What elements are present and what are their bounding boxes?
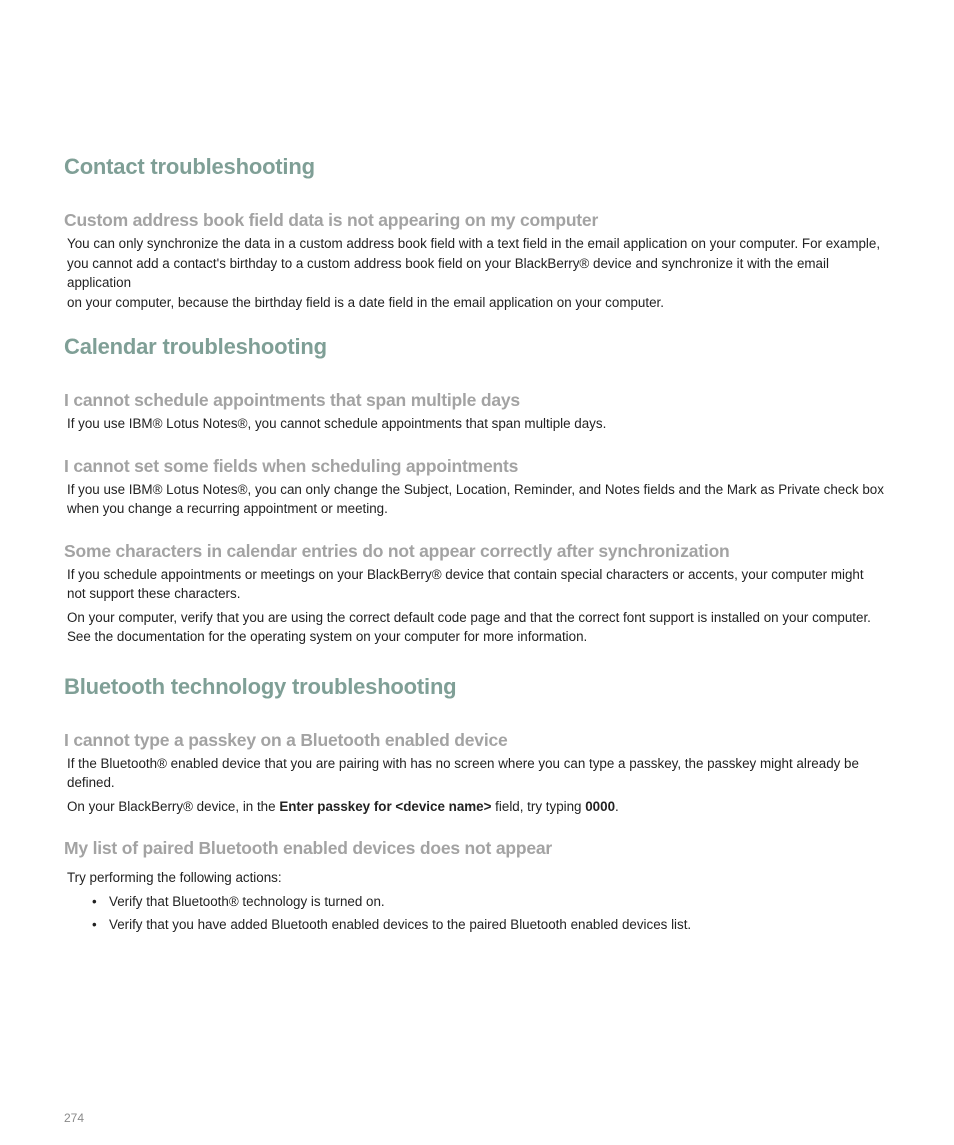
heading-passkey: I cannot type a passkey on a Bluetooth enabled device <box>64 729 508 750</box>
text-line: On your computer, verify that you are using the correct default code page and that the correct font support is installed on your computer. <box>67 609 871 625</box>
text-line: See the documentation for the operating system on your computer for more information. <box>67 629 588 644</box>
text-line: If you schedule appointments or meetings on your BlackBerry® device that contain special characters or accents, your computer might <box>67 566 864 582</box>
list-item <box>64 915 892 935</box>
passkey-code: 0000 <box>585 798 616 814</box>
text-line: on your computer, because the birthday field is a date field in the email application on your computer. <box>67 294 664 310</box>
text-line: when you change a recurring appointment or meeting. <box>67 501 388 516</box>
text-line: not support these characters. <box>67 586 241 601</box>
heading-characters: Some characters in calendar entries do not appear correctly after synchronization <box>64 540 730 561</box>
paragraph-characters-2 <box>64 608 892 647</box>
paragraph-fields <box>64 480 892 519</box>
section-title-bluetooth: Bluetooth technology troubleshooting <box>64 673 457 699</box>
bullet: • <box>92 893 97 909</box>
text-line: If you use IBM® Lotus Notes®, you can only change the Subject, Location, Reminder, and Notes fields and the Mark as Private check box <box>67 481 884 497</box>
bullet: • <box>92 917 97 932</box>
list-item <box>64 892 892 912</box>
text-segment: field, try typing <box>491 798 586 814</box>
list-item-text: Verify that Bluetooth® technology is turned on. <box>109 893 385 909</box>
text-segment: . <box>615 798 619 814</box>
paragraph-passkey-2 <box>64 797 892 817</box>
action-list <box>64 892 892 935</box>
text-line: you cannot add a contact's birthday to a custom address book field on your BlackBerry® device and synchronize it with the email application <box>67 255 829 290</box>
section-title-calendar: Calendar troubleshooting <box>64 334 327 359</box>
field-name-passkey: Enter passkey for <device name> <box>279 798 492 814</box>
paragraph-characters-1 <box>64 565 892 604</box>
text-line: You can only synchronize the data in a custom address book field with a text field in the email application on your computer. For example, <box>67 236 881 251</box>
text-line: defined. <box>67 775 115 790</box>
document-page <box>64 150 892 935</box>
section-title-contact: Contact troubleshooting <box>64 154 315 179</box>
text-line: If the Bluetooth® enabled device that you are pairing with has no screen where you can type a passkey, the passkey might already be <box>67 755 859 771</box>
paragraph-paired-intro: Try performing the following actions: <box>67 870 282 885</box>
heading-custom-field: Custom address book field data is not appearing on my computer <box>64 210 599 230</box>
heading-paired-list: My list of paired Bluetooth enabled devices does not appear <box>64 838 553 858</box>
paragraph-custom-field <box>64 234 892 312</box>
paragraph-passkey-1 <box>64 754 892 793</box>
text-segment: On your BlackBerry® device, in the <box>67 798 280 814</box>
list-item-text: Verify that you have added Bluetooth enabled devices to the paired Bluetooth enabled devices list. <box>109 917 692 932</box>
heading-fields: I cannot set some fields when scheduling appointments <box>64 455 519 476</box>
paragraph-multi-day: If you use IBM® Lotus Notes®, you cannot schedule appointments that span multiple days. <box>67 416 607 431</box>
heading-multi-day: I cannot schedule appointments that span multiple days <box>64 390 520 410</box>
page-number: 274 <box>64 1111 85 1125</box>
